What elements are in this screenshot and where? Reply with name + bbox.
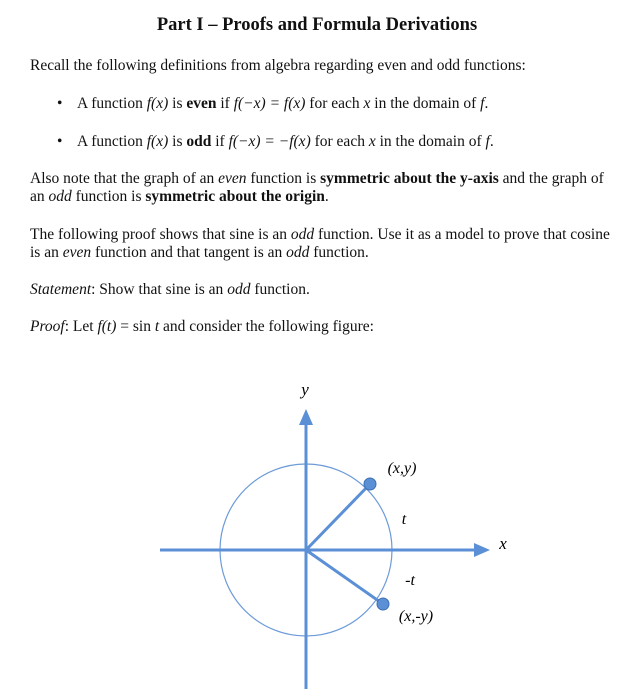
odd-definition-text: A function f(x) is odd if f(−x) = −f(x) for each x in the domain of f. [77,133,494,150]
proof-paragraph: Proof: Let f(t) = sin t and consider the following figure: [30,318,374,335]
intro-paragraph: Recall the following definitions from algebra regarding even and odd functions: [30,57,526,74]
point-top-label: (x,y) [387,460,417,477]
statement-paragraph: Statement: Show that sine is an odd function. [30,281,310,298]
x-axis-label: x [499,534,507,553]
page-title: Part I – Proofs and Formula Derivations [156,15,478,35]
bullet-symbol: • [57,95,63,112]
bullet-symbol: • [57,133,63,150]
angle-positive-label: t [401,511,407,528]
point-bottom [377,598,389,610]
y-axis-label: y [301,380,309,399]
angle-negative-label: -t [405,572,415,589]
proof-intro-paragraph: The following proof shows that sine is an odd function. Use it as a model to prove that cosine is an even function and that tangent is an odd function. [30,226,610,261]
point-bottom-label: (x,-y) [398,608,434,625]
radius-negative-angle [306,550,383,604]
y-axis-arrow [299,409,313,425]
radius-positive-angle [306,484,370,550]
point-top [364,478,376,490]
x-axis-arrow [474,543,490,557]
symmetry-note-paragraph: Also note that the graph of an even function is symmetric about the y-axis and the graph of an odd function is symmetric about the origin. [30,170,604,205]
even-definition-text: A function f(x) is even if f(−x) = f(x) for each x in the domain of f. [77,95,489,112]
